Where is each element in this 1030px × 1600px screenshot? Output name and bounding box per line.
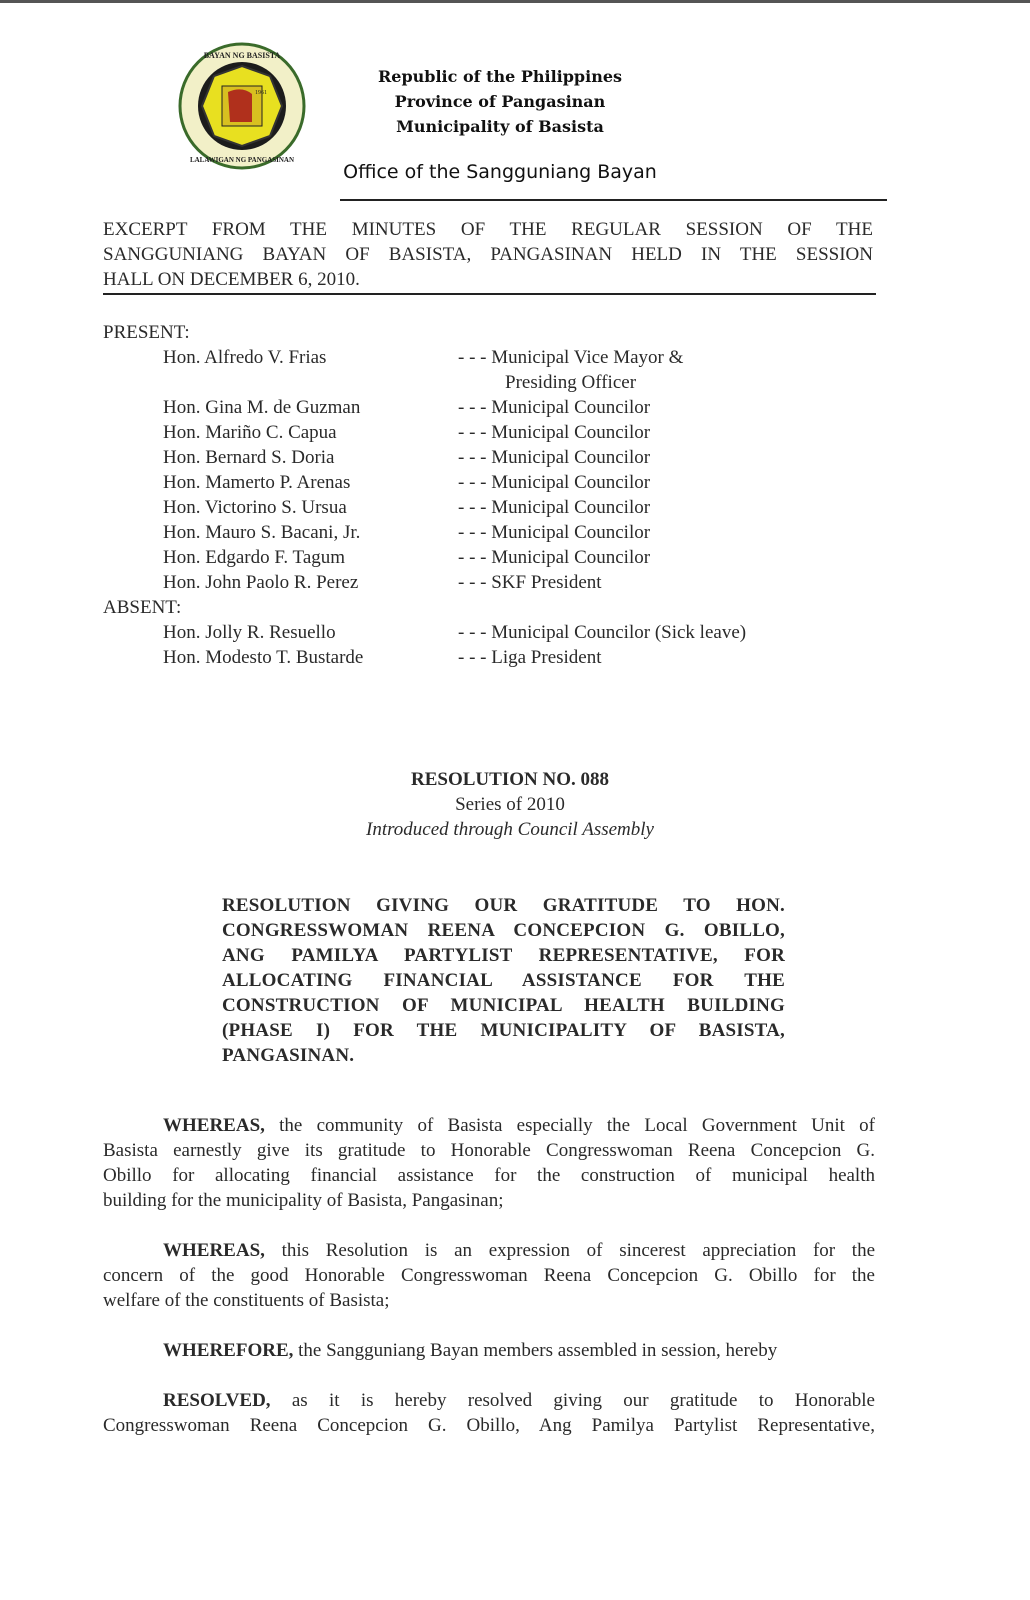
attendee-role: - - - Municipal Councilor <box>458 522 651 543</box>
absent-label: ABSENT: <box>103 597 182 618</box>
absentee-role: - - - Liga President <box>458 647 602 668</box>
attendee-role: - - - Municipal Vice Mayor & <box>458 347 684 368</box>
attendee-role: - - - SKF President <box>458 572 602 593</box>
resolution-title <box>222 893 785 1068</box>
letterhead <box>330 64 670 139</box>
absentee-row <box>0 620 900 645</box>
resolved-paragraph <box>103 1388 875 1438</box>
title-line: (PHASE I) FOR THE MUNICIPALITY OF BASISTA, <box>222 1020 785 1041</box>
attendee-name: Hon. Mamerto P. Arenas <box>163 472 351 493</box>
absentee-name: Hon. Modesto T. Bustarde <box>163 647 364 668</box>
svg-text:1961: 1961 <box>255 90 267 96</box>
whereas-paragraph-1 <box>103 1113 875 1213</box>
body-line: the Sangguniang Bayan members assembled in session, hereby <box>293 1340 778 1361</box>
municipal-seal <box>178 42 306 170</box>
letterhead-municipality: Municipality of Basista <box>396 117 604 136</box>
attendee-row <box>0 545 900 570</box>
header-divider <box>340 199 887 201</box>
present-label: PRESENT: <box>103 322 190 343</box>
whereas-paragraph-2 <box>103 1238 875 1313</box>
attendee-row <box>0 420 900 445</box>
attendee-name: Hon. Alfredo V. Frias <box>163 347 327 368</box>
absentee-row <box>0 645 900 670</box>
title-line: RESOLUTION GIVING OUR GRATITUDE TO HON. <box>222 895 785 916</box>
resolution-series: Series of 2010 <box>455 794 565 815</box>
attendee-name: Hon. Gina M. de Guzman <box>163 397 361 418</box>
excerpt-line: HALL ON DECEMBER 6, 2010. <box>103 269 360 290</box>
letterhead-country: Republic of the Philippines <box>377 67 623 86</box>
clause-lead: WHEREAS, <box>163 1115 265 1136</box>
body-line: this Resolution is an expression of sincerest appreciation for the <box>264 1240 875 1261</box>
clause-lead: WHEREAS, <box>163 1240 265 1261</box>
attendee-row <box>0 520 900 545</box>
attendee-row <box>0 345 900 370</box>
attendee-role-cont: Presiding Officer <box>505 372 637 393</box>
attendee-role: - - - Municipal Councilor <box>458 422 651 443</box>
attendance-list <box>0 320 1030 680</box>
attendee-name: Hon. Edgardo F. Tagum <box>163 547 346 568</box>
excerpt-divider <box>103 293 876 295</box>
excerpt-line: EXCERPT FROM THE MINUTES OF THE REGULAR SESSION OF THE <box>103 219 873 240</box>
svg-text:LALAWIGAN NG PANGASINAN: LALAWIGAN NG PANGASINAN <box>189 156 295 164</box>
excerpt-line: SANGGUNIANG BAYAN OF BASISTA, PANGASINAN HELD IN THE SESSION <box>103 244 873 265</box>
attendee-row <box>0 395 900 420</box>
attendee-name: Hon. Victorino S. Ursua <box>163 497 347 518</box>
body-line: building for the municipality of Basista, Pangasinan; <box>103 1190 504 1211</box>
body-line: the community of Basista especially the Local Government Unit of <box>264 1115 875 1136</box>
body-line: Congresswoman Reena Concepcion G. Obillo, Ang Pamilya Partylist Representative, <box>103 1415 875 1436</box>
title-line: PANGASINAN. <box>222 1045 355 1066</box>
letterhead-province: Province of Pangasinan <box>394 92 606 111</box>
resolution-number: RESOLUTION NO. 088 <box>411 769 609 790</box>
body-line: as it is hereby resolved giving our gratitude to Honorable <box>270 1390 875 1411</box>
title-line: ANG PAMILYA PARTYLIST REPRESENTATIVE, FOR <box>222 945 785 966</box>
scan-edge <box>0 0 1030 3</box>
wherefore-paragraph <box>163 1338 875 1363</box>
absentee-name: Hon. Jolly R. Resuello <box>163 622 336 643</box>
title-line: CONSTRUCTION OF MUNICIPAL HEALTH BUILDING <box>222 995 785 1016</box>
attendee-name: Hon. Bernard S. Doria <box>163 447 335 468</box>
attendee-row <box>0 570 900 595</box>
office-name: Office of the Sangguniang Bayan <box>343 161 657 183</box>
attendee-name: Hon. Mariño C. Capua <box>163 422 337 443</box>
clause-lead: WHEREFORE, <box>163 1340 294 1361</box>
clause-lead: RESOLVED, <box>163 1390 271 1411</box>
attendee-role: - - - Municipal Councilor <box>458 472 651 493</box>
title-line: CONGRESSWOMAN REENA CONCEPCION G. OBILLO, <box>222 920 785 941</box>
attendee-name: Hon. John Paolo R. Perez <box>163 572 359 593</box>
attendee-role: - - - Municipal Councilor <box>458 547 651 568</box>
attendee-row <box>0 495 900 520</box>
resolution-heading <box>330 767 690 842</box>
svg-text:BAYAN NG BASISTA: BAYAN NG BASISTA <box>203 51 281 60</box>
attendee-role: - - - Municipal Councilor <box>458 497 651 518</box>
attendee-row <box>0 445 900 470</box>
absentee-role: - - - Municipal Councilor (Sick leave) <box>458 622 747 643</box>
body-line: Basista earnestly give its gratitude to Honorable Congresswoman Reena Concepcion G. <box>103 1140 875 1161</box>
body-line: Obillo for allocating financial assistance for the construction of municipal health <box>103 1165 875 1186</box>
attendee-name: Hon. Mauro S. Bacani, Jr. <box>163 522 361 543</box>
title-line: ALLOCATING FINANCIAL ASSISTANCE FOR THE <box>222 970 785 991</box>
attendee-role: - - - Municipal Councilor <box>458 397 651 418</box>
resolution-introduced: Introduced through Council Assembly <box>366 819 654 840</box>
body-line: welfare of the constituents of Basista; <box>103 1290 390 1311</box>
body-line: concern of the good Honorable Congresswoman Reena Concepcion G. Obillo for the <box>103 1265 875 1286</box>
excerpt-heading <box>103 217 873 292</box>
attendee-role: - - - Municipal Councilor <box>458 447 651 468</box>
attendee-row <box>0 470 900 495</box>
